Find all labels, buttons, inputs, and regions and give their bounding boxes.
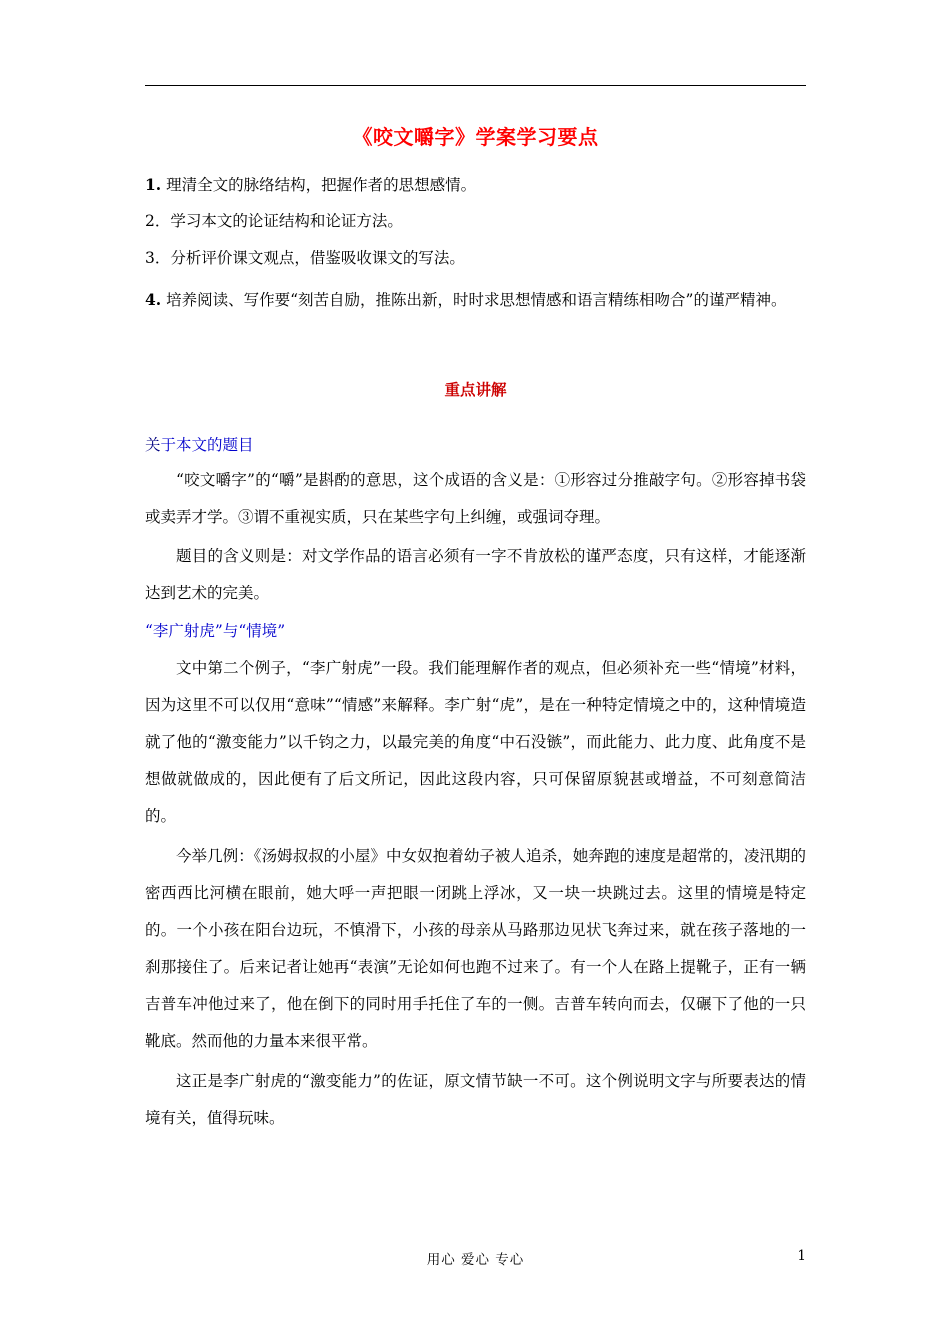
objective-text: 学习本文的论证结构和论证方法。 bbox=[170, 212, 403, 230]
subheading-topic bbox=[145, 430, 806, 460]
footer-motto: 用心 爱心 专心 bbox=[426, 1252, 525, 1268]
paragraph-li-guang: 文中第二个例子，“李广射虎”一段。我们能理解作者的观点，但必须补充一些“情境”材料，因为这里不可以仅用“意味”“情感”来解释。李广射“虎”，是在一种特定情境之中的，这种情境造就了他的“激变能力”以千钧之力，以最完美的角度“中石没镞”，而此能力、此力度、此角度不是想做就做成的，因此便有了后文所记，因此这段内容，只可保留原貌甚或增益，不可刻意简洁的。 bbox=[145, 659, 806, 825]
objective-text: 分析评价课文观点，借鉴吸收课文的写法。 bbox=[170, 249, 465, 267]
section-heading: 重点讲解 bbox=[444, 380, 507, 399]
header-rule bbox=[145, 85, 806, 86]
objective-3 bbox=[145, 243, 806, 273]
objective-text: 培养阅读、写作要“刻苦自励，推陈出新，时时求思想情感和语言精练相吻合”的谨严精神。 bbox=[161, 291, 787, 309]
objective-number: 3． bbox=[145, 249, 171, 267]
subheading-rest: 于本文的题目 bbox=[160, 436, 254, 454]
page-footer bbox=[145, 1248, 806, 1270]
paragraph-examples: 今举几例：《汤姆叔叔的小屋》中女奴抱着幼子被人追杀，她奔跑的速度是超常的，凌汛期的密西西比河横在眼前，她大呼一声把眼一闭跳上浮冰，又一块一块跳过去。这里的情境是特定的。一个小孩在阳台边玩，不慎滑下，小孩的母亲从马路那边见状飞奔过来，就在孩子落地的一刹那接住了。后来记者让她再“表演”无论如何也跑不过来了。有一个人在路上提靴子，正有一辆吉普车冲他过来了，他在倒下的同时用手托住了车的一侧。吉普车转向而去，仅碾下了他的一只靴底。然而他的力量本来很平常。 bbox=[145, 847, 806, 1050]
subheading-li-guang: “李广射虎”与“情境” bbox=[145, 622, 286, 640]
objective-number: 4. bbox=[145, 290, 162, 309]
objective-number: 2． bbox=[145, 212, 171, 230]
objective-number: 1. bbox=[145, 175, 162, 194]
paragraph-title-meaning: 题目的含义则是：对文学作品的语言必须有一字不肯放松的谨严态度，只有这样，才能逐渐达到艺术的完美。 bbox=[145, 547, 806, 602]
objective-4 bbox=[145, 281, 806, 319]
objective-2 bbox=[145, 206, 806, 236]
page-number: 1 bbox=[797, 1248, 806, 1264]
objective-1 bbox=[145, 170, 806, 200]
objective-text: 理清全文的脉络结构，把握作者的思想感情。 bbox=[161, 176, 477, 194]
document-title: 《咬文嚼字》学案学习要点 bbox=[352, 125, 599, 149]
paragraph-conclusion: 这正是李广射虎的“激变能力”的佐证，原文情节缺一不可。这个例说明文字与所要表达的情境有关，值得玩味。 bbox=[145, 1072, 806, 1127]
paragraph-meaning: “咬文嚼字”的“嚼”是斟酌的意思，这个成语的含义是：①形容过分推敲字句。②形容掉书袋或卖弄才学。③谓不重视实质，只在某些字句上纠缠，或强词夺理。 bbox=[145, 471, 806, 526]
subheading-first-char: 关 bbox=[145, 436, 161, 454]
